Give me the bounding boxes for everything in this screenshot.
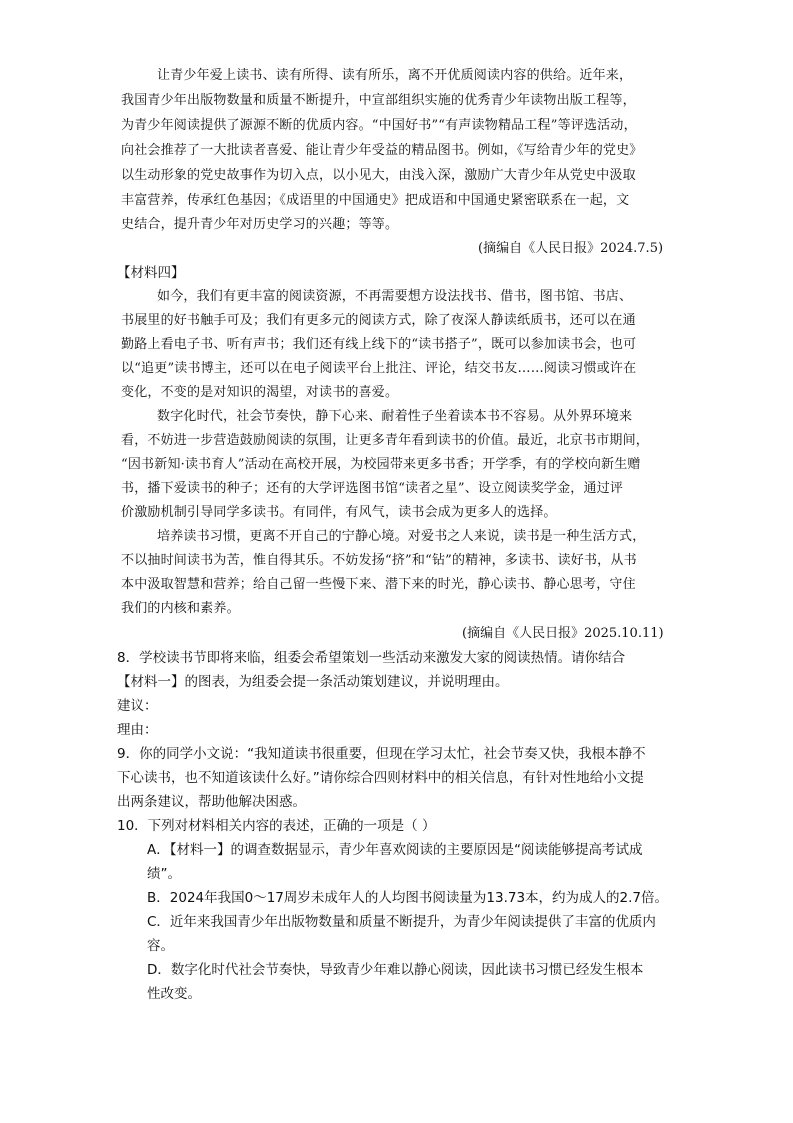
q10-option-d: D．数字化时代社会节奏快，导致青少年难以静心阅读，因此读书习惯已经发生根本 <box>147 962 644 978</box>
material4-line: 勤路上看电子书、听有声书；我们还有线上线下的“读书搭子”，既可以参加读书会，也可 <box>121 337 637 352</box>
material4-line: 价激励机制引导同学多读书。有同伴，有风气，读书会成为更多人的选择。 <box>121 505 557 520</box>
material4-line: 我们的内核和素养。 <box>121 601 240 616</box>
material3-line: 让青少年爱上读书、读有所得、读有所乐，离不开优质阅读内容的供给。近年来， <box>157 68 633 83</box>
material4-line: 变化，不变的是对知识的渴望，对读书的喜爱。 <box>121 385 399 400</box>
q10-option-b: B．2024年我国0～17周岁未成年人的人均图书阅读量为13.73本，约为成人的2.7倍。 <box>147 890 669 906</box>
material3-line: 我国青少年出版物数量和质量不断提升，中宣部组织实施的优秀青少年读物出版工程等， <box>121 93 636 108</box>
material4-line: 书展里的好书触手可及；我们有更多元的阅读方式，除了夜深人静读纸质书，还可以在通 <box>121 313 636 328</box>
q10-option-a: A．【材料一】的调查数据显示，青少年喜欢阅读的主要原因是“阅读能够提高考试成 <box>147 842 643 858</box>
material4-source: (摘编自《人民日报》2025.10.11) <box>462 626 664 641</box>
q8-stem-line: 8．学校读书节即将来临，组委会希望策划一些活动来激发大家的阅读热情。请你结合 <box>117 650 626 666</box>
material4-line: 不以抽时间读书为苦，惟自得其乐。不妨发扬“挤”和“钻”的精神，多读书、读好书，从书 <box>121 553 637 568</box>
material3-line: 以生动形象的党史故事作为切入点，以小见大，由浅入深，激励广大青少年从党史中汲取 <box>121 168 636 183</box>
q9-stem-line: 出两条建议，帮助他解决困惑。 <box>117 794 306 810</box>
material3-source: (摘编自《人民日报》2024.7.5) <box>478 241 664 256</box>
material3-line: 向社会推荐了一大批读者喜爱、能让青少年受益的精品图书。例如，《写给青少年的党史》 <box>121 143 643 158</box>
material3-line: 史结合，提升青少年对历史学习的兴趣；等等。 <box>121 217 399 232</box>
material4-line: 如今，我们有更丰富的阅读资源，不再需要想方设法找书、借书，图书馆、书店、 <box>157 289 633 304</box>
q9-stem-line: 下心读书，也不知道该读什么好。”请你综合四则材料中的相关信息，有针对性地给小文提 <box>117 770 644 786</box>
material4-line: 数字化时代，社会节奏快，静下心来、耐着性子坐着读本书不容易。从外界环境来 <box>157 409 633 424</box>
q8-stem-line: 【材料一】的图表，为组委会提一条活动策划建议，并说明理由。 <box>117 674 509 690</box>
q10-option-c-cont: 容。 <box>147 938 174 954</box>
q10-stem: 10．下列对材料相关内容的表述，正确的一项是（ ） <box>117 818 436 834</box>
material3-line: 丰富营养，传承红色基因；《成语里的中国通史》把成语和中国通史紧密联系在一起，文 <box>121 193 630 208</box>
material4-line: 书，播下爱读书的种子；还有的大学评选图书馆“读者之星”、设立阅读奖学金，通过评 <box>121 481 624 496</box>
material4-line: 看，不妨进一步营造鼓励阅读的氛围，让更多青年看到读书的价值。最近，北京书市期间， <box>121 433 650 448</box>
material4-line: 本中汲取智慧和营养；给自己留一些慢下来、潜下来的时光，静心读书、静心思考，守住 <box>121 577 636 592</box>
material4-line: “因书新知·读书育人”活动在高校开展，为校园带来更多书香；开学季，有的学校向新生赠 <box>121 457 641 472</box>
material4-line: 培养读书习惯，更离不开自己的宁静心境。对爱书之人来说，读书是一种生活方式， <box>157 529 646 544</box>
material4-line: 以“追更”读书博主，还可以在电子阅读平台上批注、评论，结交书友……阅读习惯或许在 <box>121 361 637 376</box>
q8-suggestion-label: 建议： <box>117 698 158 714</box>
q9-stem-line: 9．你的同学小文说：“我知道读书很重要，但现在学习太忙，社会节奏又快，我根本静不 <box>117 746 646 762</box>
material3-line: 为青少年阅读提供了源源不断的优质内容。“中国好书”“有声读物精品工程”等评选活动， <box>121 118 637 133</box>
q10-option-a-cont: 绩”。 <box>147 866 181 882</box>
q8-reason-label: 理由： <box>117 722 158 738</box>
material4-heading: 【材料四】 <box>117 265 185 281</box>
q10-option-d-cont: 性改变。 <box>147 986 201 1002</box>
q10-option-c: C．近年来我国青少年出版物数量和质量不断提升，为青少年阅读提供了丰富的优质内 <box>147 914 656 930</box>
